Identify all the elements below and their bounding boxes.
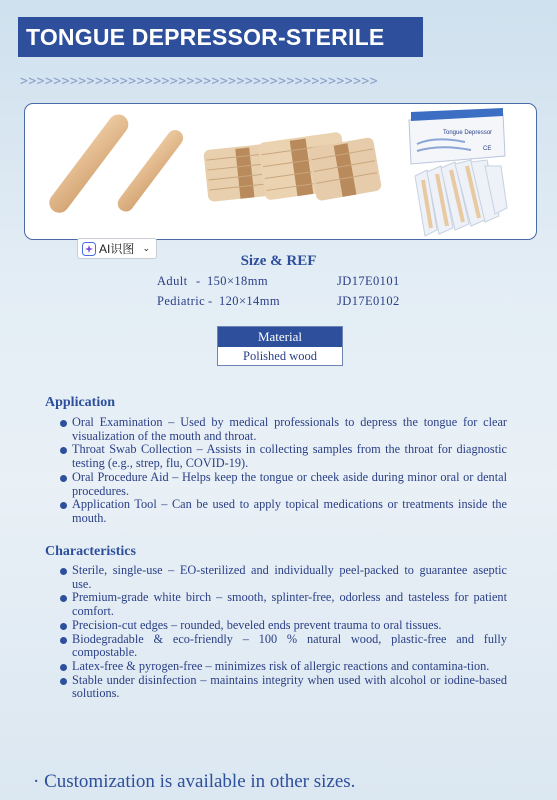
list-item: Biodegradable & eco-friendly – 100 % natural wood, plastic-free and fully compostable. (58, 633, 507, 660)
size-ref-title: Size & REF (240, 253, 317, 269)
footer-text: Customization is available in other sizes. (44, 771, 356, 792)
material-label: Material (218, 327, 342, 347)
list-item: Oral Examination – Used by medical professionals to depress the tongue for clear visualization of the mouth and throat. (58, 416, 507, 443)
list-item: Oral Procedure Aid – Helps keep the tongue or cheek aside during minor oral or dental procedures. (58, 471, 507, 498)
list-item: Throat Swab Collection – Assists in collecting samples from the throat for diagnostic testing (e.g., strep, flu, COVID-19). (58, 443, 507, 470)
svg-text:Tongue Depressor: Tongue Depressor (443, 130, 493, 136)
size-row-size: 150×18mm (207, 274, 268, 288)
size-row-size: 120×14mm (219, 294, 280, 308)
footer-bullet: · (33, 771, 40, 792)
size-row-name: Pediatric (157, 294, 206, 308)
ai-chip-label: AI识图 (99, 242, 135, 256)
application-list (58, 416, 507, 526)
product-photos (25, 104, 536, 239)
characteristics-title: Characteristics (45, 544, 136, 559)
customization-note (33, 771, 355, 793)
list-item: Sterile, single-use – EO-sterilized and individually peel-packed to guarantee aseptic use. (58, 564, 507, 591)
application-title: Application (45, 395, 116, 410)
stick-bundles (203, 131, 382, 202)
svg-text:CE: CE (483, 146, 492, 152)
size-row-name: Adult (157, 274, 188, 288)
list-item: Precision-cut edges – rounded, beveled ends prevent trauma to oral tissues. (58, 619, 507, 633)
list-item: Application Tool – Can be used to apply topical medications or treatments inside the mouth. (58, 498, 507, 525)
list-item: Premium-grade white birch – smooth, splinter-free, odorless and tasteless for patient comfort. (58, 591, 507, 618)
chevron-divider: >>>>>>>>>>>>>>>>>>>>>>>>>>>>>>>>>>>>>>>>>>> (20, 74, 379, 89)
product-photo-panel (24, 103, 537, 240)
chevron-down-icon: ⌄ (142, 243, 150, 253)
characteristics-list (58, 564, 507, 701)
size-row-ref: JD17E0102 (337, 294, 400, 308)
material-value: Polished wood (218, 347, 342, 365)
product-box (409, 108, 505, 164)
list-item: Stable under disinfection – maintains integrity when used with alcohol or iodine-based solutions. (58, 674, 507, 701)
size-row-sep: - (196, 274, 201, 288)
peel-packs (415, 160, 507, 236)
size-row-ref: JD17E0101 (337, 274, 400, 288)
page-title: TONGUE DEPRESSOR-STERILE (18, 17, 423, 57)
list-item: Latex-free & pyrogen-free – minimizes risk of allergic reactions and contamina-tion. (58, 660, 507, 674)
material-table (217, 326, 343, 366)
size-row-sep: - (208, 294, 213, 308)
single-stick-pediatric (115, 127, 187, 215)
